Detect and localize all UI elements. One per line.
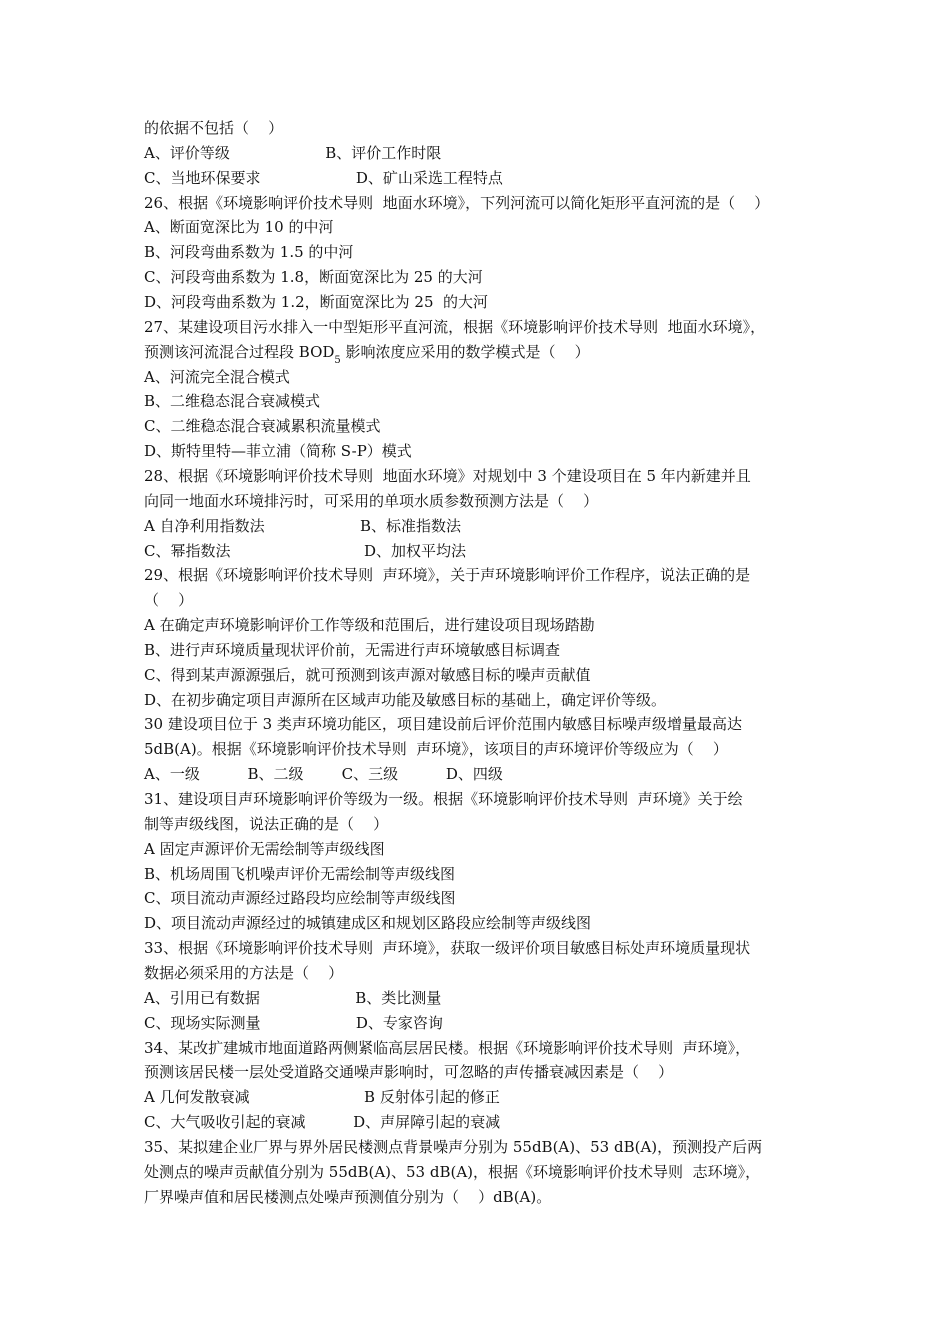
text-line: D、斯特里特—菲立浦（简称 S-P）模式 <box>144 442 412 461</box>
text-line: 厂界噪声值和居民楼测点处噪声预测值分别为（ ）dB(A)。 <box>144 1187 552 1206</box>
text-line: D、在初步确定项目声源所在区域声功能及敏感目标的基础上，确定评价等级。 <box>144 690 667 709</box>
text-line: C、项目流动声源经过路段均应绘制等声级线图 <box>144 889 456 908</box>
text-line: 数据必须采用的方法是（ ） <box>144 963 344 982</box>
text-line: 33、根据《环境影响评价技术导则 声环境》，获取一级评价项目敏感目标处声环境质量现状 <box>144 939 751 958</box>
text-line: （ ） <box>144 591 194 610</box>
text-line: 34、某改扩建城市地面道路两侧紧临高层居民楼。根据《环境影响评价技术导则 声环境》， <box>144 1038 751 1057</box>
text-line: 向同一地面水环境排污时，可采用的单项水质参数预测方法是（ ） <box>144 491 599 510</box>
text-line: 29、根据《环境影响评价技术导则 声环境》，关于声环境影响评价工作程序，说法正确的是 <box>144 566 751 585</box>
text-line: 处测点的噪声贡献值分别为 55dB(A)、53 dB(A)，根据《环境影响评价技术导则 志环境》， <box>144 1162 761 1181</box>
text-line: A、断面宽深比为 10 的中河 <box>144 218 334 237</box>
text-line: A、评价等级 B、评价工作时限 <box>144 143 442 162</box>
text-line: C、大气吸收引起的衰减 D、声屏障引起的衰减 <box>144 1113 501 1131</box>
text-line: 30 建设项目位于 3 类声环境功能区，项目建设前后评价范围内敏感目标噪声级增量最高达 <box>144 715 742 734</box>
text-line: 的依据不包括（ ） <box>144 119 284 137</box>
text-line: C、得到某声源源强后，就可预测到该声源对敏感目标的噪声贡献值 <box>144 665 591 684</box>
subscript: 5 <box>334 354 341 366</box>
text-line: B、河段弯曲系数为 1.5 的中河 <box>144 243 354 262</box>
text-line: B、二维稳态混合衰减模式 <box>144 392 321 411</box>
text-line: A 在确定声环境影响评价工作等级和范围后，进行建设项目现场踏勘 <box>144 616 595 634</box>
text-segment: 预测该河流混合过程段 BOD <box>144 342 335 361</box>
text-segment: 影响浓度应采用的数学模式是（ ） <box>340 342 590 361</box>
text-line: D、河段弯曲系数为 1.2，断面宽深比为 25 的大河 <box>144 293 489 311</box>
text-line: C、河段弯曲系数为 1.8，断面宽深比为 25 的大河 <box>144 268 483 287</box>
text-line: A 固定声源评价无需绘制等声级线图 <box>144 839 385 858</box>
text-line: A 几何发散衰减 B 反射体引起的修正 <box>144 1088 500 1107</box>
text-line: 制等声级线图，说法正确的是（ ） <box>144 814 389 833</box>
text-line: C、幂指数法 D、加权平均法 <box>144 541 467 560</box>
text-line: A 自净利用指数法 B、标准指数法 <box>144 516 461 535</box>
text-line: C、当地环保要求 D、矿山采选工程特点 <box>144 168 503 187</box>
text-line: C、二维稳态混合衰减累积流量模式 <box>144 417 381 436</box>
text-line: 26、根据《环境影响评价技术导则 地面水环境》，下列河流可以简化矩形平直河流的是（ ） <box>144 193 770 212</box>
text-line: 28、根据《环境影响评价技术导则 地面水环境》对规划中 3 个建设项目在 5 年内新建并且 <box>144 466 751 485</box>
text-line: A、引用已有数据 B、类比测量 <box>144 988 442 1007</box>
text-line: 35、某拟建企业厂界与界外居民楼测点背景噪声分别为 55dB(A)、53 dB(A)，预测投产后两 <box>144 1137 763 1156</box>
text-line: 预测该居民楼一层处受道路交通噪声影响时，可忽略的声传播衰减因素是（ ） <box>144 1063 674 1082</box>
text-line: 27、某建设项目污水排入一中型矩形平直河流，根据《环境影响评价技术导则 地面水环境》， <box>144 317 766 336</box>
text-line: A、一级 B、二级 C、三级 D、四级 <box>144 765 503 784</box>
text-line <box>144 340 590 364</box>
text-line: B、进行声环境质量现状评价前，无需进行声环境敏感目标调查 <box>144 640 561 659</box>
text-line: C、现场实际测量 D、专家咨询 <box>144 1013 443 1032</box>
text-line: B、机场周围飞机噪声评价无需绘制等声级线图 <box>144 864 456 883</box>
text-line: D、项目流动声源经过的城镇建成区和规划区路段应绘制等声级线图 <box>144 914 592 933</box>
text-line: 31、建设项目声环境影响评价等级为一级。根据《环境影响评价技术导则 声环境》关于绘 <box>144 790 743 808</box>
text-line: A、河流完全混合模式 <box>144 367 290 386</box>
text-line: 5dB(A)。根据《环境影响评价技术导则 声环境》，该项目的声环境评价等级应为（ ） <box>144 740 728 759</box>
